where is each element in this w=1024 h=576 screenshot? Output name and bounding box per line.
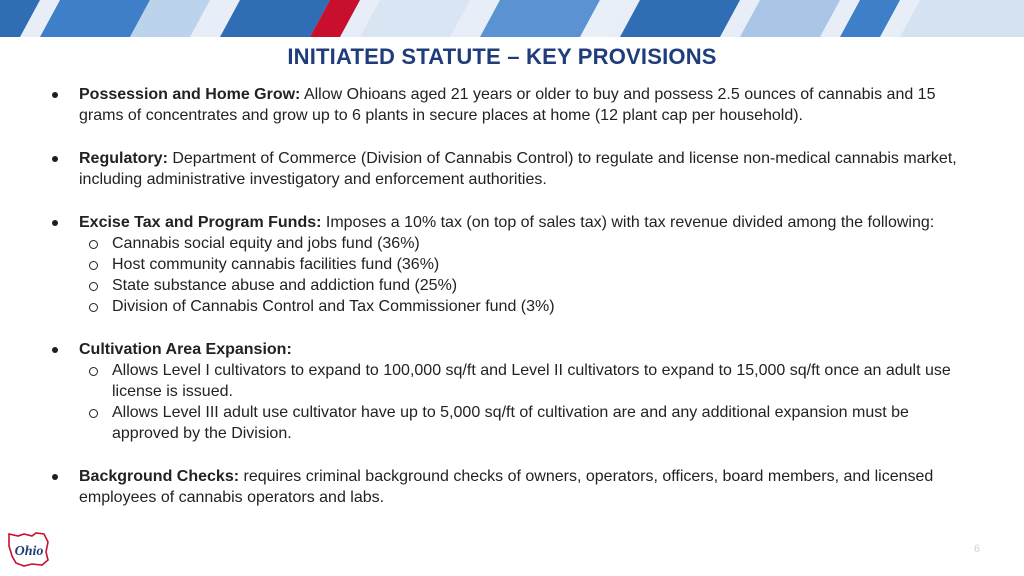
ohio-logo	[6, 530, 52, 568]
sub-list	[79, 360, 976, 444]
bullet-dot-icon	[52, 156, 58, 162]
bullet-excise-tax	[46, 212, 976, 317]
bullet-dot-icon	[52, 220, 58, 226]
bullet-text: Department of Commerce (Division of Cannabis Control) to regulate and license non-medical cannabis market, including administrative investigatory and enforcement authorities.	[79, 150, 957, 188]
bullet-background-checks	[46, 466, 976, 508]
sub-item	[79, 402, 976, 444]
circle-bullet-icon	[89, 367, 98, 376]
bullet-text: Allow Ohioans aged 21 years or older to buy and possess 2.5 ounces of cannabis and 15 grams of concentrates and grow up to 6 plants in secure places at home (12 plant cap per household).	[79, 86, 936, 124]
circle-bullet-icon	[89, 409, 98, 418]
decorative-banner	[0, 0, 1024, 37]
bullet-dot-icon	[52, 92, 58, 98]
bullet-text: requires criminal background checks of owners, operators, officers, board members, and licensed employees of cannabis operators and labs.	[79, 468, 934, 506]
bullet-lead: Possession and Home Grow:	[79, 86, 301, 103]
circle-bullet-icon	[89, 240, 98, 249]
sub-item-text: Host community cannabis facilities fund (36%)	[112, 256, 440, 273]
bullet-lead: Cultivation Area Expansion:	[79, 341, 292, 358]
circle-bullet-icon	[89, 282, 98, 291]
logo-text: Ohio	[14, 544, 44, 559]
sub-item-text: Cannabis social equity and jobs fund (36%)	[112, 235, 420, 252]
sub-item-text: State substance abuse and addiction fund (25%)	[112, 277, 458, 294]
page-number: 6	[974, 543, 981, 555]
sub-item	[79, 360, 976, 402]
bullet-possession	[46, 84, 976, 126]
slide-title: INITIATED STATUTE – KEY PROVISIONS	[287, 44, 717, 69]
sub-item	[79, 254, 976, 275]
sub-item	[79, 296, 976, 317]
sub-list	[79, 233, 976, 317]
bullet-lead: Background Checks:	[79, 468, 240, 485]
sub-item-text: Allows Level I cultivators to expand to 100,000 sq/ft and Level II cultivators to expand to 15,000 sq/ft once an adult use license is issued.	[112, 362, 951, 400]
sub-item	[79, 275, 976, 296]
bullet-dot-icon	[52, 474, 58, 480]
circle-bullet-icon	[89, 303, 98, 312]
bullet-regulatory	[46, 148, 976, 190]
bullet-dot-icon	[52, 347, 58, 353]
sub-item-text: Division of Cannabis Control and Tax Commissioner fund (3%)	[112, 298, 555, 315]
provisions-list	[46, 84, 976, 529]
circle-bullet-icon	[89, 261, 98, 270]
sub-item	[79, 233, 976, 254]
bullet-text: Imposes a 10% tax (on top of sales tax) with tax revenue divided among the following:	[321, 214, 935, 231]
bullet-lead: Excise Tax and Program Funds:	[79, 214, 322, 231]
bullet-cultivation	[46, 339, 976, 444]
bullet-lead: Regulatory:	[79, 150, 168, 167]
sub-item-text: Allows Level III adult use cultivator have up to 5,000 sq/ft of cultivation are and any additional expansion must be approved by the Division.	[112, 404, 909, 442]
